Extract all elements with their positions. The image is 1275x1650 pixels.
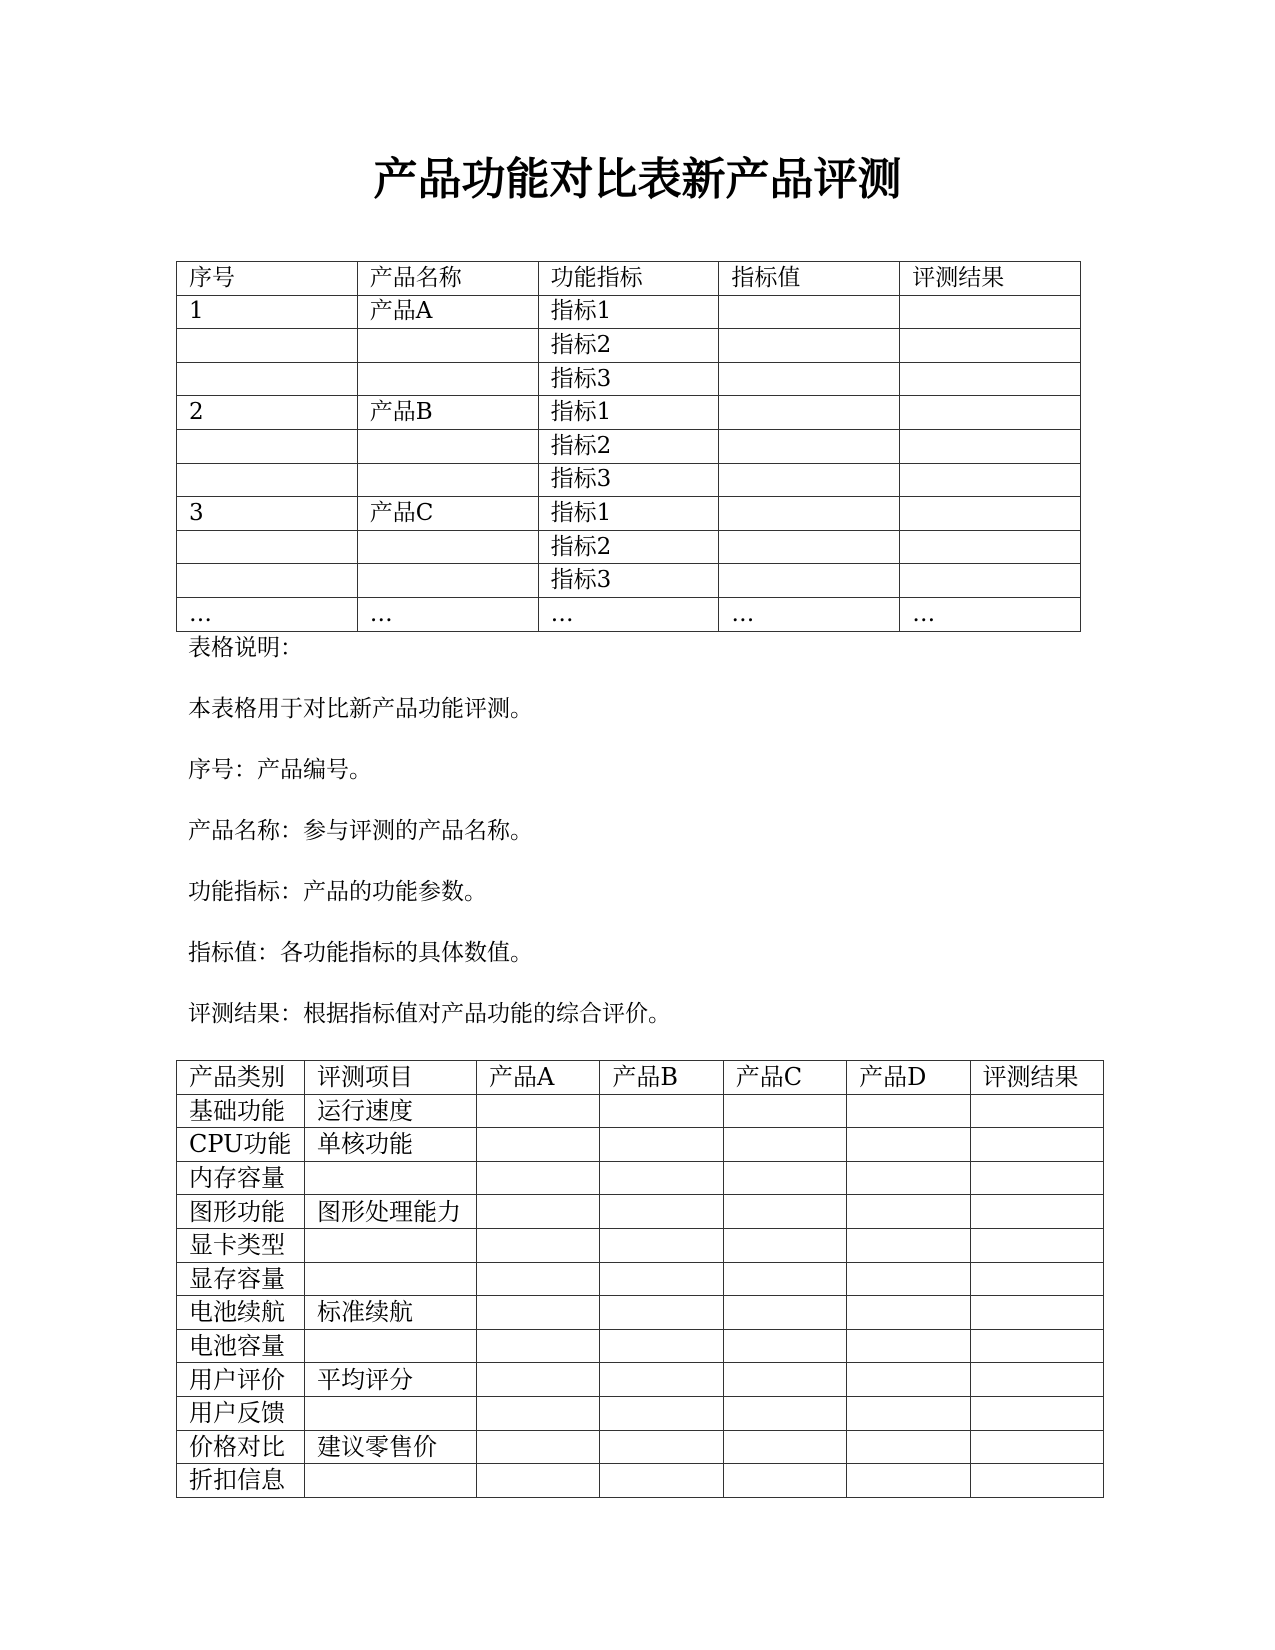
table-cell xyxy=(600,1195,723,1229)
table-cell xyxy=(900,329,1081,363)
table-cell xyxy=(477,1262,600,1296)
table-cell: 指标3 xyxy=(538,362,719,396)
table-cell xyxy=(900,497,1081,531)
table-cell: 标准续航 xyxy=(305,1296,477,1330)
table-cell xyxy=(177,329,358,363)
table-cell xyxy=(305,1228,477,1262)
table-row xyxy=(177,1128,1104,1162)
table-row xyxy=(177,1296,1104,1330)
table-cell xyxy=(719,295,900,329)
table-cell xyxy=(900,362,1081,396)
table-cell xyxy=(357,429,538,463)
table-cell xyxy=(477,1430,600,1464)
table-cell: 指标2 xyxy=(538,429,719,463)
table-cell xyxy=(719,362,900,396)
table-header-row xyxy=(177,1061,1104,1095)
table-cell xyxy=(970,1161,1103,1195)
table-cell xyxy=(357,564,538,598)
header-cell: 产品D xyxy=(847,1061,970,1095)
table-cell xyxy=(847,1296,970,1330)
table-cell xyxy=(723,1296,846,1330)
table-cell: … xyxy=(357,597,538,631)
table-cell xyxy=(900,429,1081,463)
table-row xyxy=(177,1329,1104,1363)
table-cell xyxy=(719,329,900,363)
table-cell: … xyxy=(900,597,1081,631)
table-cell xyxy=(723,1161,846,1195)
table-cell xyxy=(847,1430,970,1464)
product-function-table xyxy=(176,261,1081,632)
table-cell: … xyxy=(177,597,358,631)
table-row xyxy=(177,1396,1104,1430)
table-cell xyxy=(477,1128,600,1162)
notes-heading: 表格说明： xyxy=(188,635,303,661)
product-comparison-table xyxy=(176,1060,1104,1498)
table-cell: … xyxy=(719,597,900,631)
table-cell xyxy=(600,1363,723,1397)
table-cell xyxy=(357,329,538,363)
table-cell: … xyxy=(538,597,719,631)
table-cell: 指标2 xyxy=(538,329,719,363)
table-cell xyxy=(723,1262,846,1296)
table-cell: 指标1 xyxy=(538,396,719,430)
table-row xyxy=(177,1262,1104,1296)
table-row xyxy=(177,1161,1104,1195)
notes-line: 指标值：各功能指标的具体数值。 xyxy=(188,940,533,966)
header-cell: 评测结果 xyxy=(970,1061,1103,1095)
table-row xyxy=(177,530,1081,564)
table-cell xyxy=(177,564,358,598)
table-cell: 产品C xyxy=(357,497,538,531)
table-cell xyxy=(970,1296,1103,1330)
table-cell: 指标3 xyxy=(538,463,719,497)
table-cell xyxy=(305,1464,477,1498)
table-row xyxy=(177,329,1081,363)
table-cell xyxy=(847,1195,970,1229)
table-cell xyxy=(970,1464,1103,1498)
table-cell xyxy=(970,1228,1103,1262)
table-row xyxy=(177,1430,1104,1464)
table-cell: 用户反馈 xyxy=(177,1396,305,1430)
table-cell xyxy=(847,1094,970,1128)
page-title: 产品功能对比表新产品评测 xyxy=(373,154,902,205)
header-cell: 指标值 xyxy=(719,262,900,296)
table-cell xyxy=(723,1396,846,1430)
table-row xyxy=(177,463,1081,497)
header-cell: 产品名称 xyxy=(357,262,538,296)
table-cell: 折扣信息 xyxy=(177,1464,305,1498)
header-cell: 产品B xyxy=(600,1061,723,1095)
table-cell xyxy=(305,1329,477,1363)
table-cell xyxy=(600,1228,723,1262)
table-cell xyxy=(305,1262,477,1296)
table-cell xyxy=(847,1262,970,1296)
table-cell xyxy=(600,1094,723,1128)
table-cell: 显卡类型 xyxy=(177,1228,305,1262)
table-cell: 指标1 xyxy=(538,295,719,329)
table-cell: 产品B xyxy=(357,396,538,430)
table-cell xyxy=(600,1329,723,1363)
table-cell xyxy=(719,564,900,598)
table-cell xyxy=(723,1228,846,1262)
table-cell: 指标2 xyxy=(538,530,719,564)
table-cell xyxy=(900,463,1081,497)
table-cell xyxy=(723,1094,846,1128)
table-header-row xyxy=(177,262,1081,296)
table-cell xyxy=(900,396,1081,430)
table-row xyxy=(177,497,1081,531)
table-cell xyxy=(900,564,1081,598)
table-cell xyxy=(847,1396,970,1430)
table-cell: 基础功能 xyxy=(177,1094,305,1128)
table-cell xyxy=(970,1262,1103,1296)
table-cell xyxy=(357,362,538,396)
table-cell: 价格对比 xyxy=(177,1430,305,1464)
table-cell xyxy=(970,1329,1103,1363)
table-cell: 显存容量 xyxy=(177,1262,305,1296)
table-cell xyxy=(719,497,900,531)
table-cell xyxy=(723,1128,846,1162)
header-cell: 评测结果 xyxy=(900,262,1081,296)
table-cell xyxy=(970,1396,1103,1430)
table-cell xyxy=(477,1195,600,1229)
table-cell: 建议零售价 xyxy=(305,1430,477,1464)
table-cell: 3 xyxy=(177,497,358,531)
table-cell: CPU功能 xyxy=(177,1128,305,1162)
table-cell xyxy=(600,1161,723,1195)
table-row xyxy=(177,1094,1104,1128)
table-cell: 指标1 xyxy=(538,497,719,531)
table-cell xyxy=(477,1094,600,1128)
table-cell: 电池容量 xyxy=(177,1329,305,1363)
table-cell xyxy=(177,463,358,497)
table-cell xyxy=(719,429,900,463)
table-cell xyxy=(970,1195,1103,1229)
table-cell xyxy=(723,1329,846,1363)
table-row xyxy=(177,597,1081,631)
table-cell xyxy=(719,396,900,430)
table-cell xyxy=(477,1161,600,1195)
table-row xyxy=(177,1195,1104,1229)
table-cell xyxy=(357,463,538,497)
notes-line: 评测结果：根据指标值对产品功能的综合评价。 xyxy=(188,1001,671,1027)
table-row xyxy=(177,295,1081,329)
table-cell xyxy=(600,1262,723,1296)
table-cell: 单核功能 xyxy=(305,1128,477,1162)
notes-line: 功能指标：产品的功能参数。 xyxy=(188,879,487,905)
table-cell: 运行速度 xyxy=(305,1094,477,1128)
header-cell: 产品C xyxy=(723,1061,846,1095)
table-cell xyxy=(719,530,900,564)
table-row xyxy=(177,564,1081,598)
table-cell xyxy=(723,1430,846,1464)
table-row xyxy=(177,362,1081,396)
header-cell: 产品类别 xyxy=(177,1061,305,1095)
notes-line: 本表格用于对比新产品功能评测。 xyxy=(188,696,533,722)
table-cell xyxy=(477,1329,600,1363)
table-cell xyxy=(477,1464,600,1498)
table-cell xyxy=(723,1195,846,1229)
table-cell: 电池续航 xyxy=(177,1296,305,1330)
table-cell xyxy=(305,1161,477,1195)
table-row xyxy=(177,1363,1104,1397)
table-cell xyxy=(847,1128,970,1162)
table-cell xyxy=(847,1228,970,1262)
table-cell xyxy=(970,1430,1103,1464)
table-cell xyxy=(900,530,1081,564)
table-cell xyxy=(177,362,358,396)
table-cell: 平均评分 xyxy=(305,1363,477,1397)
table-cell xyxy=(847,1464,970,1498)
table-cell: 用户评价 xyxy=(177,1363,305,1397)
table-cell xyxy=(305,1396,477,1430)
table-row xyxy=(177,429,1081,463)
header-cell: 功能指标 xyxy=(538,262,719,296)
table-cell xyxy=(723,1363,846,1397)
table-cell: 指标3 xyxy=(538,564,719,598)
table-cell: 图形功能 xyxy=(177,1195,305,1229)
table-row xyxy=(177,396,1081,430)
notes-line: 序号：产品编号。 xyxy=(188,757,372,783)
table-cell xyxy=(477,1296,600,1330)
table-cell xyxy=(177,429,358,463)
header-cell: 产品A xyxy=(477,1061,600,1095)
table-cell xyxy=(600,1430,723,1464)
header-cell: 序号 xyxy=(177,262,358,296)
table-cell xyxy=(847,1329,970,1363)
table-cell xyxy=(970,1094,1103,1128)
table-cell xyxy=(600,1464,723,1498)
table-cell xyxy=(847,1161,970,1195)
header-cell: 评测项目 xyxy=(305,1061,477,1095)
table-cell: 图形处理能力 xyxy=(305,1195,477,1229)
table-cell xyxy=(970,1363,1103,1397)
table-cell xyxy=(477,1363,600,1397)
table-cell xyxy=(177,530,358,564)
table-cell xyxy=(847,1363,970,1397)
table-notes xyxy=(188,628,671,1055)
notes-line: 产品名称：参与评测的产品名称。 xyxy=(188,818,533,844)
table-cell xyxy=(900,295,1081,329)
table-cell xyxy=(600,1296,723,1330)
table-cell: 1 xyxy=(177,295,358,329)
table-cell xyxy=(723,1464,846,1498)
table-cell xyxy=(970,1128,1103,1162)
table-row xyxy=(177,1464,1104,1498)
table-cell xyxy=(477,1228,600,1262)
table-cell xyxy=(477,1396,600,1430)
table-cell xyxy=(600,1128,723,1162)
table-cell: 内存容量 xyxy=(177,1161,305,1195)
table-cell xyxy=(357,530,538,564)
table-cell xyxy=(600,1396,723,1430)
table-row xyxy=(177,1228,1104,1262)
table-cell: 产品A xyxy=(357,295,538,329)
table-cell xyxy=(719,463,900,497)
table-cell: 2 xyxy=(177,396,358,430)
